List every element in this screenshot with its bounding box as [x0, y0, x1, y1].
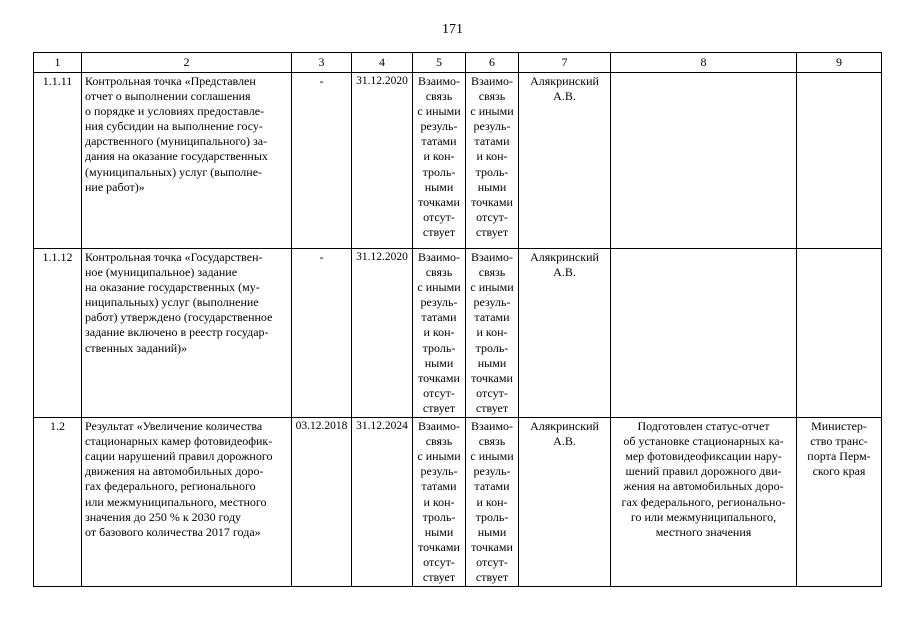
cell-line: Взаимо- — [417, 250, 461, 264]
cell-line: ского края — [812, 464, 866, 479]
cell-line: точками — [471, 194, 513, 209]
end-date-cell: 31.12.2020 — [352, 249, 413, 418]
cell-line: ными — [424, 355, 454, 370]
table-row — [34, 418, 882, 587]
cell-line: го или межмуниципального, — [630, 509, 777, 524]
relation-cell — [413, 418, 466, 587]
document-table — [33, 52, 882, 587]
cell-line: ниципальных) услуг (выполнение — [85, 295, 259, 310]
cell-line: с иными — [417, 104, 461, 119]
col9-cell — [797, 418, 882, 587]
cell-line: троль- — [475, 340, 509, 355]
relation-cell — [466, 418, 519, 587]
cell-line: ния субсидии на выполнение госу- — [85, 119, 263, 134]
column-header: 4 — [352, 53, 413, 73]
cell-line: гах федерального, регионального — [85, 479, 256, 494]
cell-line: резуль- — [473, 119, 511, 134]
cell-line: отчет о выполнении соглашения — [85, 89, 251, 104]
description-cell — [82, 73, 292, 249]
table-header-row — [34, 53, 882, 73]
cell-line: и кон- — [476, 494, 508, 509]
cell-line: точками — [471, 539, 513, 554]
column-header: 2 — [82, 53, 292, 73]
start-date-cell: - — [292, 73, 352, 249]
cell-line: ными — [424, 179, 454, 194]
cell-line: точками — [418, 194, 460, 209]
cell-line: связь — [478, 265, 506, 280]
cell-line: отсут- — [476, 209, 508, 224]
cell-line: и кон- — [423, 149, 455, 164]
cell-line: ствует — [422, 400, 456, 415]
cell-line: жения на автомобильных доро- — [623, 479, 784, 494]
cell-line: троль- — [422, 340, 456, 355]
cell-line: ными — [477, 355, 507, 370]
relation-cell — [466, 73, 519, 249]
cell-line: троль- — [475, 164, 509, 179]
cell-line: с иными — [470, 280, 514, 295]
cell-line: ствует — [475, 569, 509, 584]
cell-line: ственных заданий)» — [85, 340, 188, 355]
cell-line: о порядке и условиях предоставле- — [85, 104, 265, 119]
cell-line: отсут- — [476, 385, 508, 400]
cell-line: ствует — [422, 569, 456, 584]
column-header: 1 — [34, 53, 82, 73]
cell-line: резуль- — [473, 295, 511, 310]
cell-line: резуль- — [420, 464, 458, 479]
cell-line: местного значения — [655, 524, 752, 539]
cell-line: Алякринский — [530, 250, 599, 264]
cell-line: точками — [418, 370, 460, 385]
relation-cell — [413, 249, 466, 418]
cell-line: ными — [424, 524, 454, 539]
column-header: 3 — [292, 53, 352, 73]
start-date-cell: 03.12.2018 — [292, 418, 352, 587]
responsible-cell — [519, 249, 611, 418]
page-number: 171 — [442, 22, 463, 37]
cell-line: с иными — [470, 104, 514, 119]
cell-line: ными — [477, 524, 507, 539]
cell-line: А.В. — [553, 265, 576, 280]
responsible-cell — [519, 418, 611, 587]
cell-line: шений правил дорожного дви- — [625, 464, 782, 479]
cell-line: с иными — [470, 449, 514, 464]
cell-line: Министер- — [811, 419, 867, 434]
cell-line: движения на автомобильных доро- — [85, 464, 264, 479]
responsible-cell — [519, 73, 611, 249]
cell-line: и кон- — [476, 325, 508, 340]
description-cell — [82, 249, 292, 418]
cell-line: ное (муниципальное) задание — [85, 265, 238, 280]
cell-line: стационарных камер фотовидеофик- — [85, 434, 273, 449]
cell-line: (муниципальных) услуг (выполне- — [85, 164, 263, 179]
col9-cell — [797, 73, 882, 249]
cell-line: и кон- — [423, 494, 455, 509]
cell-line: гах федерального, регионально- — [621, 494, 786, 509]
cell-line: ствует — [475, 224, 509, 239]
cell-line: Взаимо- — [417, 74, 461, 88]
cell-line: ствует — [475, 400, 509, 415]
cell-line: порта Перм- — [807, 449, 871, 464]
col8-cell — [611, 418, 797, 587]
end-date-cell: 31.12.2020 — [352, 73, 413, 249]
cell-line: резуль- — [473, 464, 511, 479]
cell-line: Результат «Увеличение количества — [85, 419, 263, 434]
col9-cell — [797, 249, 882, 418]
cell-line: связь — [478, 434, 506, 449]
cell-line: связь — [425, 434, 453, 449]
row-number-cell: 1.1.11 — [34, 73, 82, 249]
cell-line: татами — [421, 134, 457, 149]
cell-line: и кон- — [423, 325, 455, 340]
cell-line: значения до 250 % к 2030 году — [85, 509, 242, 524]
cell-line: ными — [477, 179, 507, 194]
column-header: 6 — [466, 53, 519, 73]
cell-line: А.В. — [553, 89, 576, 104]
row-number-cell: 1.2 — [34, 418, 82, 587]
cell-line: Взаимо- — [470, 74, 514, 88]
cell-line: Контрольная точка «Представлен — [85, 74, 256, 88]
cell-line: Взаимо- — [470, 250, 514, 264]
cell-line: Взаимо- — [417, 419, 461, 434]
cell-line: Контрольная точка «Государствен- — [85, 250, 263, 264]
cell-line: отсут- — [476, 554, 508, 569]
table-row — [34, 73, 882, 249]
cell-line: связь — [425, 89, 453, 104]
cell-line: точками — [418, 539, 460, 554]
cell-line: и кон- — [476, 149, 508, 164]
col8-cell — [611, 73, 797, 249]
relation-cell — [413, 73, 466, 249]
cell-line: связь — [425, 265, 453, 280]
cell-line: татами — [474, 479, 510, 494]
start-date-cell: - — [292, 249, 352, 418]
cell-line: отсут- — [423, 385, 455, 400]
cell-line: на оказание государственных (му- — [85, 280, 260, 295]
relation-cell — [466, 249, 519, 418]
cell-line: резуль- — [420, 119, 458, 134]
cell-line: Подготовлен статус-отчет — [637, 419, 770, 434]
column-header: 5 — [413, 53, 466, 73]
cell-line: резуль- — [420, 295, 458, 310]
table-row — [34, 249, 882, 418]
cell-line: работ) утверждено (государственное — [85, 310, 273, 325]
cell-line: отсут- — [423, 209, 455, 224]
cell-line: с иными — [417, 280, 461, 295]
cell-line: Алякринский — [530, 74, 599, 88]
description-cell — [82, 418, 292, 587]
cell-line: ство транс- — [810, 434, 868, 449]
cell-line: связь — [478, 89, 506, 104]
cell-line: татами — [474, 134, 510, 149]
cell-line: татами — [474, 310, 510, 325]
end-date-cell: 31.12.2024 — [352, 418, 413, 587]
cell-line: точками — [471, 370, 513, 385]
cell-line: ствует — [422, 224, 456, 239]
cell-line: татами — [421, 310, 457, 325]
cell-line: об установке стационарных ка- — [623, 434, 784, 449]
cell-line: Алякринский — [530, 419, 599, 434]
cell-line: задание включено в реестр государ- — [85, 325, 269, 340]
cell-line: троль- — [422, 164, 456, 179]
cell-line: дарственного (муниципального) за- — [85, 134, 268, 149]
column-header: 8 — [611, 53, 797, 73]
cell-line: отсут- — [423, 554, 455, 569]
cell-line: Взаимо- — [470, 419, 514, 434]
cell-line: татами — [421, 479, 457, 494]
cell-line: мер фотовидеофиксации нару- — [625, 449, 782, 464]
column-header: 7 — [519, 53, 611, 73]
col8-cell — [611, 249, 797, 418]
cell-line: сации нарушений правил дорожного — [85, 449, 273, 464]
cell-line: от базового количества 2017 года» — [85, 524, 261, 539]
column-header: 9 — [797, 53, 882, 73]
cell-line: троль- — [422, 509, 456, 524]
cell-line: ние работ)» — [85, 179, 145, 194]
cell-line: А.В. — [553, 434, 576, 449]
cell-line: с иными — [417, 449, 461, 464]
cell-line: или межмуниципального, местного — [85, 494, 267, 509]
cell-line: дания на оказание государственных — [85, 149, 268, 164]
row-number-cell: 1.1.12 — [34, 249, 82, 418]
cell-line: троль- — [475, 509, 509, 524]
